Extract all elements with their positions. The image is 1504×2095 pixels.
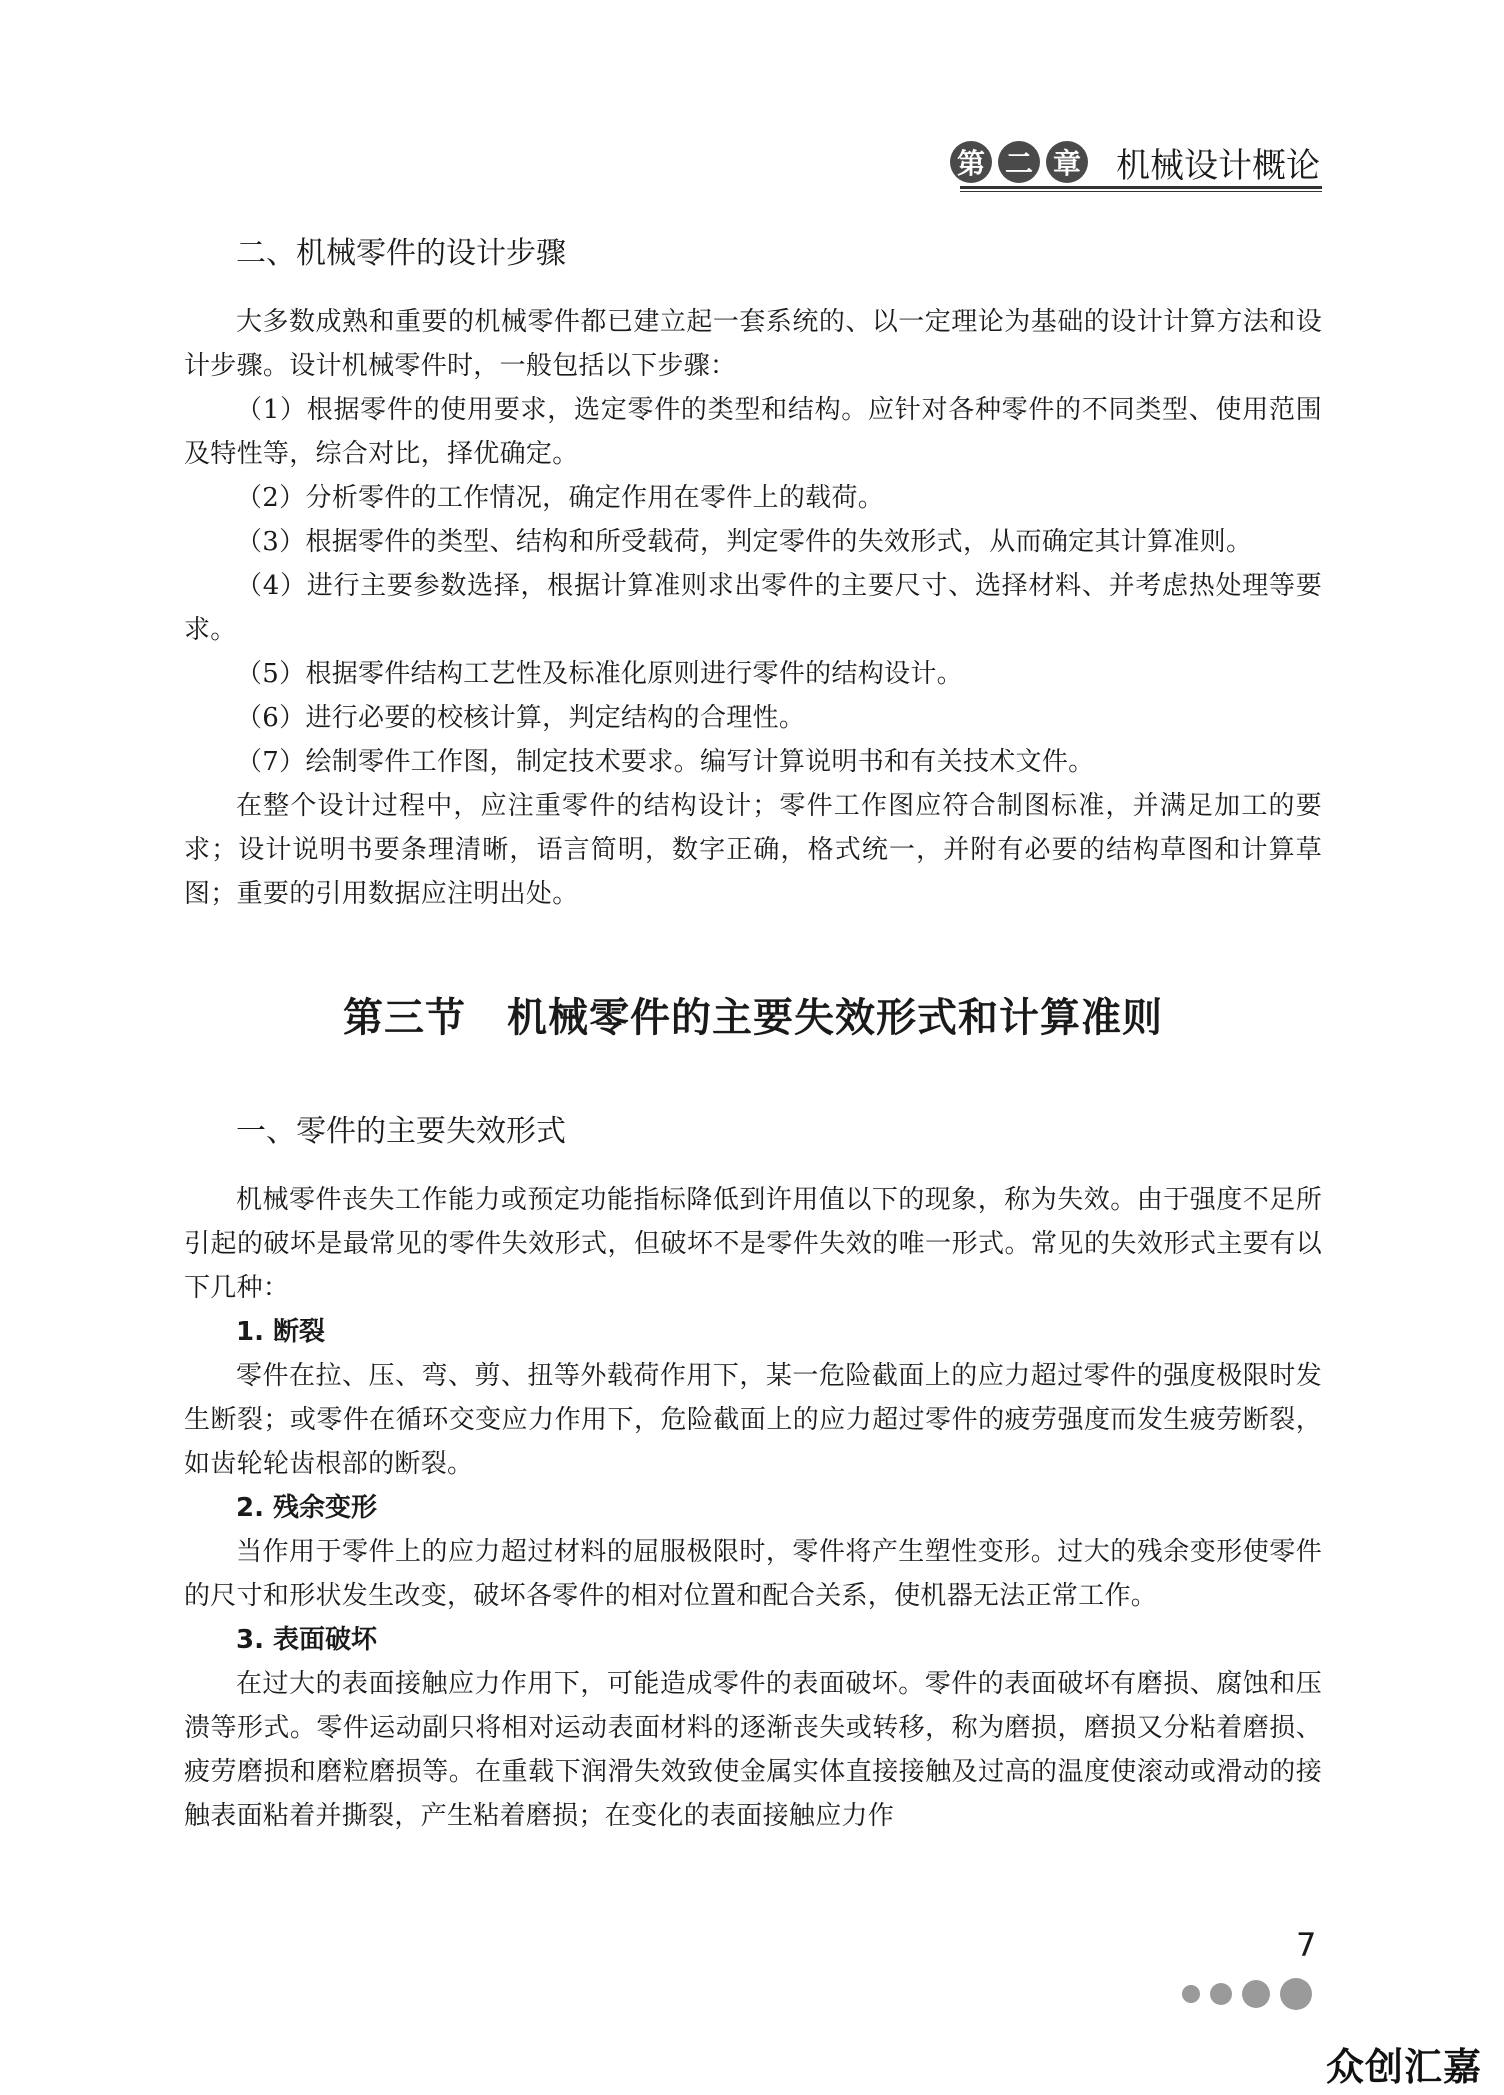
section-title: 第三节 机械零件的主要失效形式和计算准则 [343, 994, 1163, 1041]
subheading-surface-damage: 3. 表面破坏 [236, 1625, 378, 1655]
watermark: 众创汇嘉 [1326, 2045, 1483, 2089]
paragraph: （1）根据零件的使用要求，选定零件的类型和结构。应针对各种零件的不同类型、使用范围及特性等，综合对比，择优确定。 [184, 395, 1322, 469]
paragraph: 机械零件丧失工作能力或预定功能指标降低到许用值以下的现象，称为失效。由于强度不足所引起的破坏是最常见的零件失效形式，但破坏不是零件失效的唯一形式。常见的失效形式主要有以下几种： [184, 1185, 1322, 1303]
dot-icon [1210, 1983, 1232, 2005]
paragraph: 在过大的表面接触应力作用下，可能造成零件的表面破坏。零件的表面破坏有磨损、腐蚀和压溃等形式。零件运动副只将相对运动表面材料的逐渐丧失或转移，称为磨损，磨损又分粘着磨损、疲劳磨损和磨粒磨损等。在重载下润滑失效致使金属实体直接接触及过高的温度使滚动或滑动的接触表面粘着并撕裂，产生粘着磨损；在变化的表面接触应力作 [184, 1669, 1322, 1831]
subheading-fracture: 1. 断裂 [236, 1317, 326, 1347]
page-body [184, 232, 1322, 1838]
paragraph: （3）根据零件的类型、结构和所受载荷，判定零件的失效形式，从而确定其计算准则。 [236, 527, 1253, 557]
paragraph: 零件在拉、压、弯、剪、扭等外载荷作用下，某一危险截面上的应力超过零件的强度极限时发生断裂；或零件在循环交变应力作用下，危险截面上的应力超过零件的疲劳强度而发生疲劳断裂，如齿轮轮齿根部的断裂。 [184, 1361, 1322, 1479]
paragraph: （2）分析零件的工作情况，确定作用在零件上的载荷。 [236, 483, 885, 513]
dot-icon [1280, 1978, 1312, 2010]
design-steps-heading: 二、机械零件的设计步骤 [236, 236, 566, 271]
chapter-number-badge: 二 [998, 141, 1040, 183]
header-rule-thin [960, 191, 1322, 192]
paragraph: 大多数成熟和重要的机械零件都已建立起一套系统的、以一定理论为基础的设计计算方法和设计步骤。设计机械零件时，一般包括以下步骤： [184, 307, 1322, 381]
paragraph: （6）进行必要的校核计算，判定结构的合理性。 [236, 703, 806, 733]
chapter-prefix-badge: 第 [950, 141, 992, 183]
paragraph: （7）绘制零件工作图，制定技术要求。编写计算说明书和有关技术文件。 [236, 747, 1095, 777]
dot-icon [1182, 1985, 1200, 2003]
dot-icon [1242, 1980, 1270, 2008]
paragraph: 在整个设计过程中，应注重零件的结构设计；零件工作图应符合制图标准，并满足加工的要求；设计说明书要条理清晰，语言简明，数字正确，格式统一，并附有必要的结构草图和计算草图；重要的引用数据应注明出处。 [184, 791, 1322, 909]
chapter-header [950, 134, 1320, 190]
paragraph: 当作用于零件上的应力超过材料的屈服极限时，零件将产生塑性变形。过大的残余变形使零件的尺寸和形状发生改变，破坏各零件的相对位置和配合关系，使机器无法正常工作。 [184, 1537, 1322, 1611]
paragraph: （4）进行主要参数选择，根据计算准则求出零件的主要尺寸、选择材料、并考虑热处理等要求。 [184, 571, 1322, 645]
chapter-title: 机械设计概论 [1116, 145, 1320, 186]
header-rule [960, 186, 1322, 189]
chapter-suffix-badge: 章 [1046, 141, 1088, 183]
page-number: 7 [1296, 1926, 1317, 1964]
paragraph: （5）根据零件结构工艺性及标准化原则进行零件的结构设计。 [236, 659, 963, 689]
subheading-residual-deformation: 2. 残余变形 [236, 1493, 378, 1523]
failure-forms-heading: 一、零件的主要失效形式 [236, 1114, 566, 1149]
decorative-dots [1182, 1978, 1322, 2010]
